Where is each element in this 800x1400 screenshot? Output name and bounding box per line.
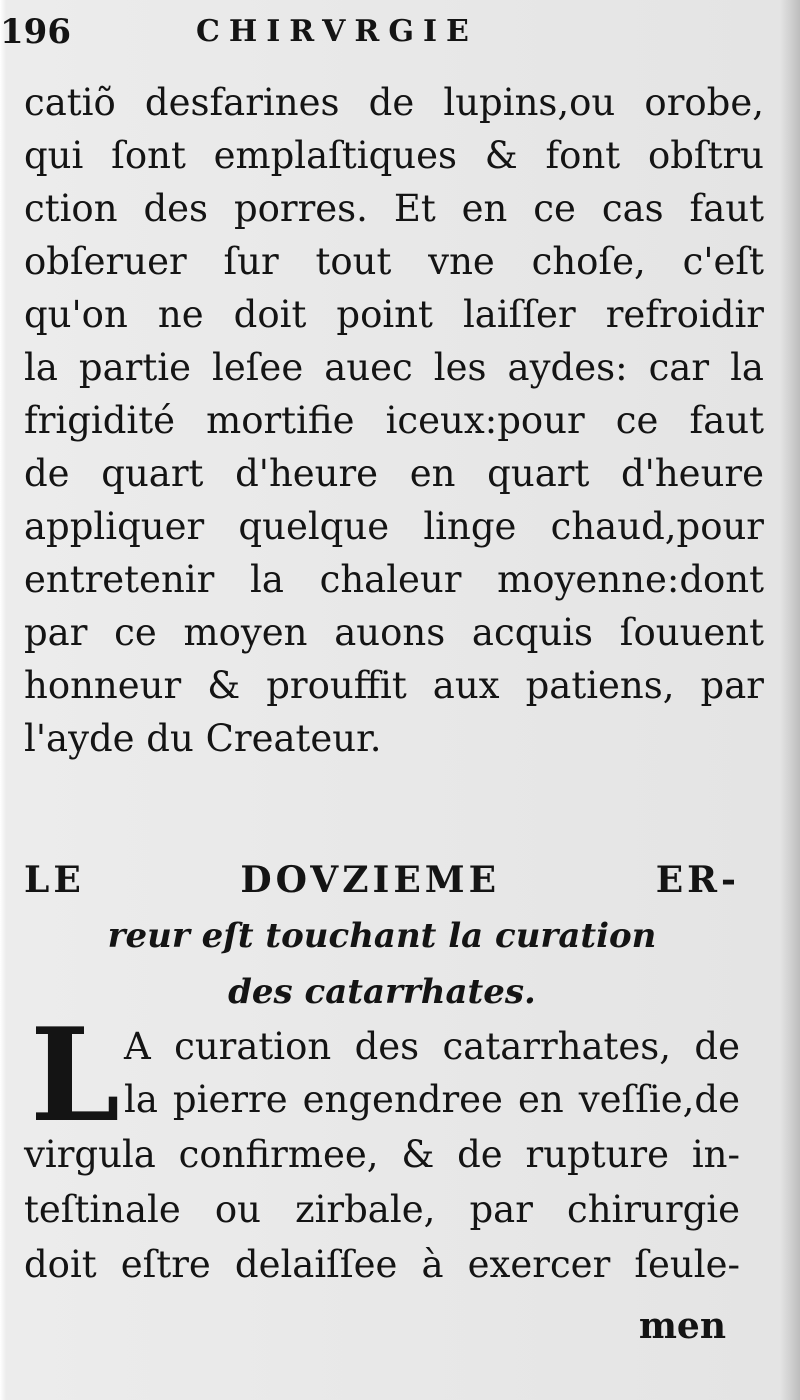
heading-italic-line: reur eſt touchant la curation	[107, 916, 657, 956]
paragraph-line: virgula confirmee, & de rupture in-	[24, 1133, 740, 1176]
text-line: par ce moyen auons acquis ſouuent	[24, 611, 764, 654]
heading-caps-line: LE DOVZIEME ER-	[24, 859, 740, 901]
paragraph-line: teſtinale ou zirbale, par chirurgie	[24, 1188, 740, 1231]
section-heading	[24, 852, 740, 1020]
page-number: 196	[0, 12, 71, 52]
text-line: qui ſont emplaſtiques & font obſtru	[24, 134, 764, 177]
running-head: CHIRVRGIE	[196, 14, 478, 49]
paragraph	[24, 1001, 740, 1360]
paragraph-line: doit eſtre delaiſſee à exercer ſeule-	[24, 1243, 740, 1286]
text-line: la partie leſee auec les aydes: car la	[24, 346, 764, 389]
heading-italic-line: des catarrhates.	[228, 972, 536, 1012]
paragraph-line: la pierre engendree en veſſie,de	[124, 1078, 740, 1121]
text-line: catiõ desfarines de lupins,ou orobe,	[24, 81, 764, 124]
text-line: de quart d'heure en quart d'heure	[24, 452, 764, 495]
body-text	[24, 76, 764, 765]
text-line: entretenir la chaleur moyenne:dont	[24, 558, 764, 601]
text-line: obſeruer ſur tout vne choſe, c'eſt	[24, 240, 764, 283]
text-line: appliquer quelque linge chaud,pour	[24, 505, 764, 548]
text-line: honneur & prouffit aux patiens, par	[24, 664, 764, 707]
drop-cap: L	[30, 1001, 120, 1151]
text-line: ction des porres. Et en ce cas faut	[24, 187, 764, 230]
text-line: frigidité mortifie iceux:pour ce faut	[24, 399, 764, 442]
paragraph-line: A curation des catarrhates, de	[124, 1025, 740, 1068]
text-line: qu'on ne doit point laiſſer refroidir	[24, 293, 764, 336]
page-header	[0, 4, 800, 60]
catchword: men	[638, 1305, 726, 1347]
text-line: l'ayde du Createur.	[24, 717, 382, 760]
